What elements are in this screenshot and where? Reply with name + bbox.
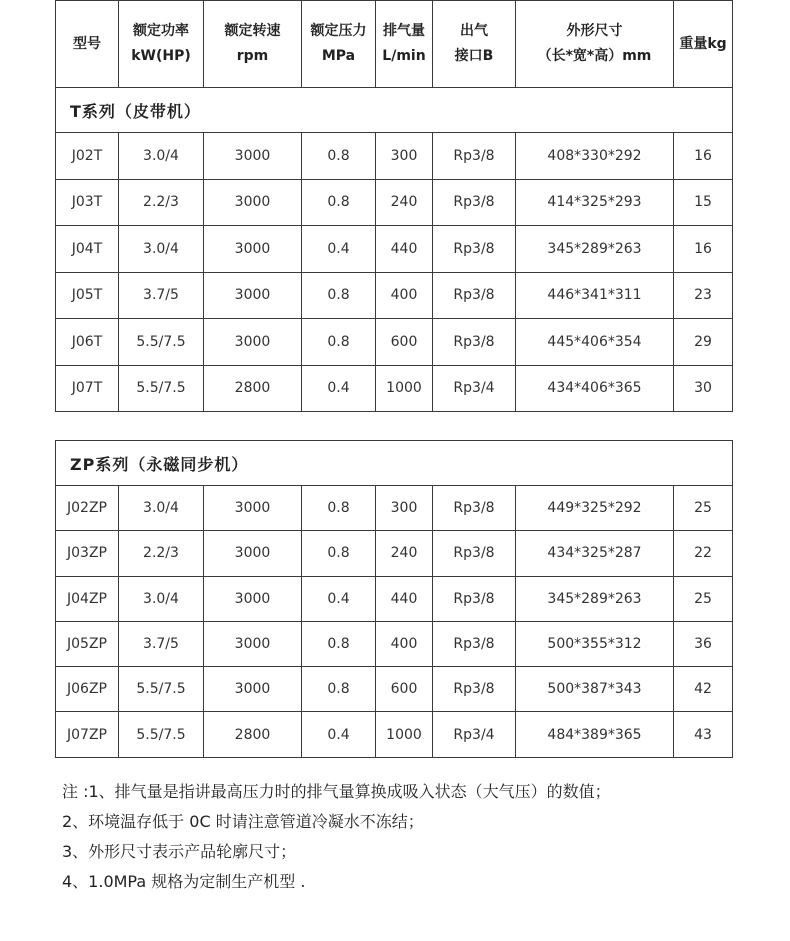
table-cell: 5.5/7.5 <box>119 712 204 757</box>
table-cell: 2.2/3 <box>119 531 204 576</box>
table-cell: 16 <box>674 226 733 273</box>
header-line: 额定功率 <box>133 23 189 39</box>
header-line: rpm <box>236 48 269 64</box>
table-cell: 0.8 <box>302 272 376 319</box>
spec-table-t-series <box>55 0 733 412</box>
table-cell: 3000 <box>204 621 302 666</box>
table-cell: 15 <box>674 179 733 226</box>
table-cell: 5.5/7.5 <box>119 667 204 712</box>
table-cell: Rp3/8 <box>433 179 516 226</box>
table-cell: 5.5/7.5 <box>119 319 204 366</box>
table-cell: Rp3/8 <box>433 486 516 531</box>
table-cell: 3000 <box>204 226 302 273</box>
table-cell: 408*330*292 <box>516 133 674 180</box>
header-line: 额定转速 <box>224 23 281 39</box>
section-title: ZP系列（永磁同步机） <box>56 441 733 486</box>
note-line: 3、外形尺寸表示产品轮廓尺寸； <box>62 842 297 861</box>
table-cell: 43 <box>674 712 733 757</box>
table-row <box>56 531 733 576</box>
section-title: T系列（皮带机） <box>56 88 733 133</box>
note-line: 2、环境温存低于 0C 时请注意管道冷凝水不冻结； <box>62 812 424 831</box>
table-cell: 22 <box>674 531 733 576</box>
table-cell: 345*289*263 <box>516 576 674 621</box>
table-row <box>56 179 733 226</box>
table-cell: Rp3/8 <box>433 576 516 621</box>
table-cell: 434*325*287 <box>516 531 674 576</box>
table-cell: 400 <box>376 272 433 319</box>
table-cell: 0.8 <box>302 179 376 226</box>
table-cell: 2.2/3 <box>119 179 204 226</box>
table-cell: Rp3/8 <box>433 667 516 712</box>
table-cell: 600 <box>376 667 433 712</box>
header-line: 额定压力 <box>310 23 367 39</box>
table-cell: J02ZP <box>56 486 119 531</box>
table-cell: Rp3/8 <box>433 621 516 666</box>
header-line: L/min <box>382 48 426 64</box>
header-cell <box>376 1 433 88</box>
table-cell: J04T <box>56 226 119 273</box>
table-cell: 3.7/5 <box>119 272 204 319</box>
table-cell: 446*341*311 <box>516 272 674 319</box>
table-cell: 0.8 <box>302 667 376 712</box>
notes-block <box>62 777 762 897</box>
table-cell: Rp3/8 <box>433 226 516 273</box>
table-cell: 400 <box>376 621 433 666</box>
table-cell: 42 <box>674 667 733 712</box>
header-line: MPa <box>321 48 356 64</box>
table-cell: 30 <box>674 365 733 412</box>
table-cell: 3000 <box>204 179 302 226</box>
header-cell <box>119 1 204 88</box>
table-cell: 0.8 <box>302 531 376 576</box>
header-row <box>56 1 733 88</box>
header-line: 排气量 <box>383 23 425 39</box>
table-cell: 2800 <box>204 365 302 412</box>
spec-table-zp-series <box>55 440 733 758</box>
table-cell: 300 <box>376 133 433 180</box>
section-title-row <box>56 88 733 133</box>
table-cell: J05T <box>56 272 119 319</box>
table-cell: 3000 <box>204 486 302 531</box>
table-cell: 0.8 <box>302 621 376 666</box>
table-cell: J06ZP <box>56 667 119 712</box>
header-cell <box>302 1 376 88</box>
table-cell: 600 <box>376 319 433 366</box>
table-cell: J03T <box>56 179 119 226</box>
table-row <box>56 365 733 412</box>
table-row <box>56 226 733 273</box>
table-cell: Rp3/4 <box>433 365 516 412</box>
table-cell: 445*406*354 <box>516 319 674 366</box>
table-cell: J07T <box>56 365 119 412</box>
table-cell: 36 <box>674 621 733 666</box>
header-line: 出气 <box>460 23 488 39</box>
note-line: 注 :1、排气量是指讲最高压力时的排气量算换成吸入状态（大气压）的数值； <box>62 782 611 801</box>
note-line: 4、1.0MPa 规格为定制生产机型 . <box>62 872 306 891</box>
table-cell: J04ZP <box>56 576 119 621</box>
table-row <box>56 319 733 366</box>
table-cell: 3000 <box>204 576 302 621</box>
header-line: 重量kg <box>679 35 727 52</box>
table-cell: 0.4 <box>302 365 376 412</box>
table-cell: 3.0/4 <box>119 133 204 180</box>
table-cell: J03ZP <box>56 531 119 576</box>
header-cell <box>433 1 516 88</box>
table-cell: 484*389*365 <box>516 712 674 757</box>
table-cell: J05ZP <box>56 621 119 666</box>
table-cell: 23 <box>674 272 733 319</box>
table-cell: Rp3/8 <box>433 319 516 366</box>
table-cell: 449*325*292 <box>516 486 674 531</box>
table-cell: 0.4 <box>302 712 376 757</box>
table-cell: 3000 <box>204 319 302 366</box>
table-cell: 3000 <box>204 667 302 712</box>
table-cell: 0.4 <box>302 226 376 273</box>
header-cell <box>674 1 733 88</box>
table-cell: 3.0/4 <box>119 486 204 531</box>
table-cell: 16 <box>674 133 733 180</box>
table-cell: 440 <box>376 226 433 273</box>
table-cell: 2800 <box>204 712 302 757</box>
table-cell: 25 <box>674 486 733 531</box>
table-cell: 1000 <box>376 365 433 412</box>
table-cell: Rp3/4 <box>433 712 516 757</box>
table-cell: 240 <box>376 531 433 576</box>
table-cell: 440 <box>376 576 433 621</box>
table-cell: 434*406*365 <box>516 365 674 412</box>
table-cell: 0.8 <box>302 486 376 531</box>
table-row <box>56 272 733 319</box>
header-line: 接口B <box>454 48 494 64</box>
table-cell: 345*289*263 <box>516 226 674 273</box>
table-cell: 29 <box>674 319 733 366</box>
table-cell: 3000 <box>204 531 302 576</box>
table-cell: 500*355*312 <box>516 621 674 666</box>
section-title-row <box>56 441 733 486</box>
table-cell: 1000 <box>376 712 433 757</box>
table-cell: J07ZP <box>56 712 119 757</box>
table-cell: 0.8 <box>302 133 376 180</box>
table-cell: 500*387*343 <box>516 667 674 712</box>
table-row <box>56 133 733 180</box>
table-cell: 25 <box>674 576 733 621</box>
table-cell: 300 <box>376 486 433 531</box>
table-cell: 5.5/7.5 <box>119 365 204 412</box>
table-cell: 240 <box>376 179 433 226</box>
table-cell: Rp3/8 <box>433 531 516 576</box>
table-row <box>56 486 733 531</box>
header-line: 型号 <box>73 35 101 52</box>
table-row <box>56 712 733 757</box>
table-cell: J06T <box>56 319 119 366</box>
header-line: 外形尺寸 <box>566 23 623 39</box>
header-line: （长*宽*高）mm <box>537 48 652 64</box>
table-row <box>56 576 733 621</box>
table-row <box>56 667 733 712</box>
table-cell: 3.0/4 <box>119 226 204 273</box>
table-cell: Rp3/8 <box>433 133 516 180</box>
table-cell: 3.0/4 <box>119 576 204 621</box>
table-cell: Rp3/8 <box>433 272 516 319</box>
table-cell: 0.8 <box>302 319 376 366</box>
header-line: kW(HP) <box>131 48 191 64</box>
table-cell: 3000 <box>204 133 302 180</box>
header-cell <box>516 1 674 88</box>
header-cell <box>204 1 302 88</box>
table-cell: 414*325*293 <box>516 179 674 226</box>
table-cell: 0.4 <box>302 576 376 621</box>
table-cell: J02T <box>56 133 119 180</box>
table-cell: 3.7/5 <box>119 621 204 666</box>
table-cell: 3000 <box>204 272 302 319</box>
table-row <box>56 621 733 666</box>
header-cell <box>56 1 119 88</box>
